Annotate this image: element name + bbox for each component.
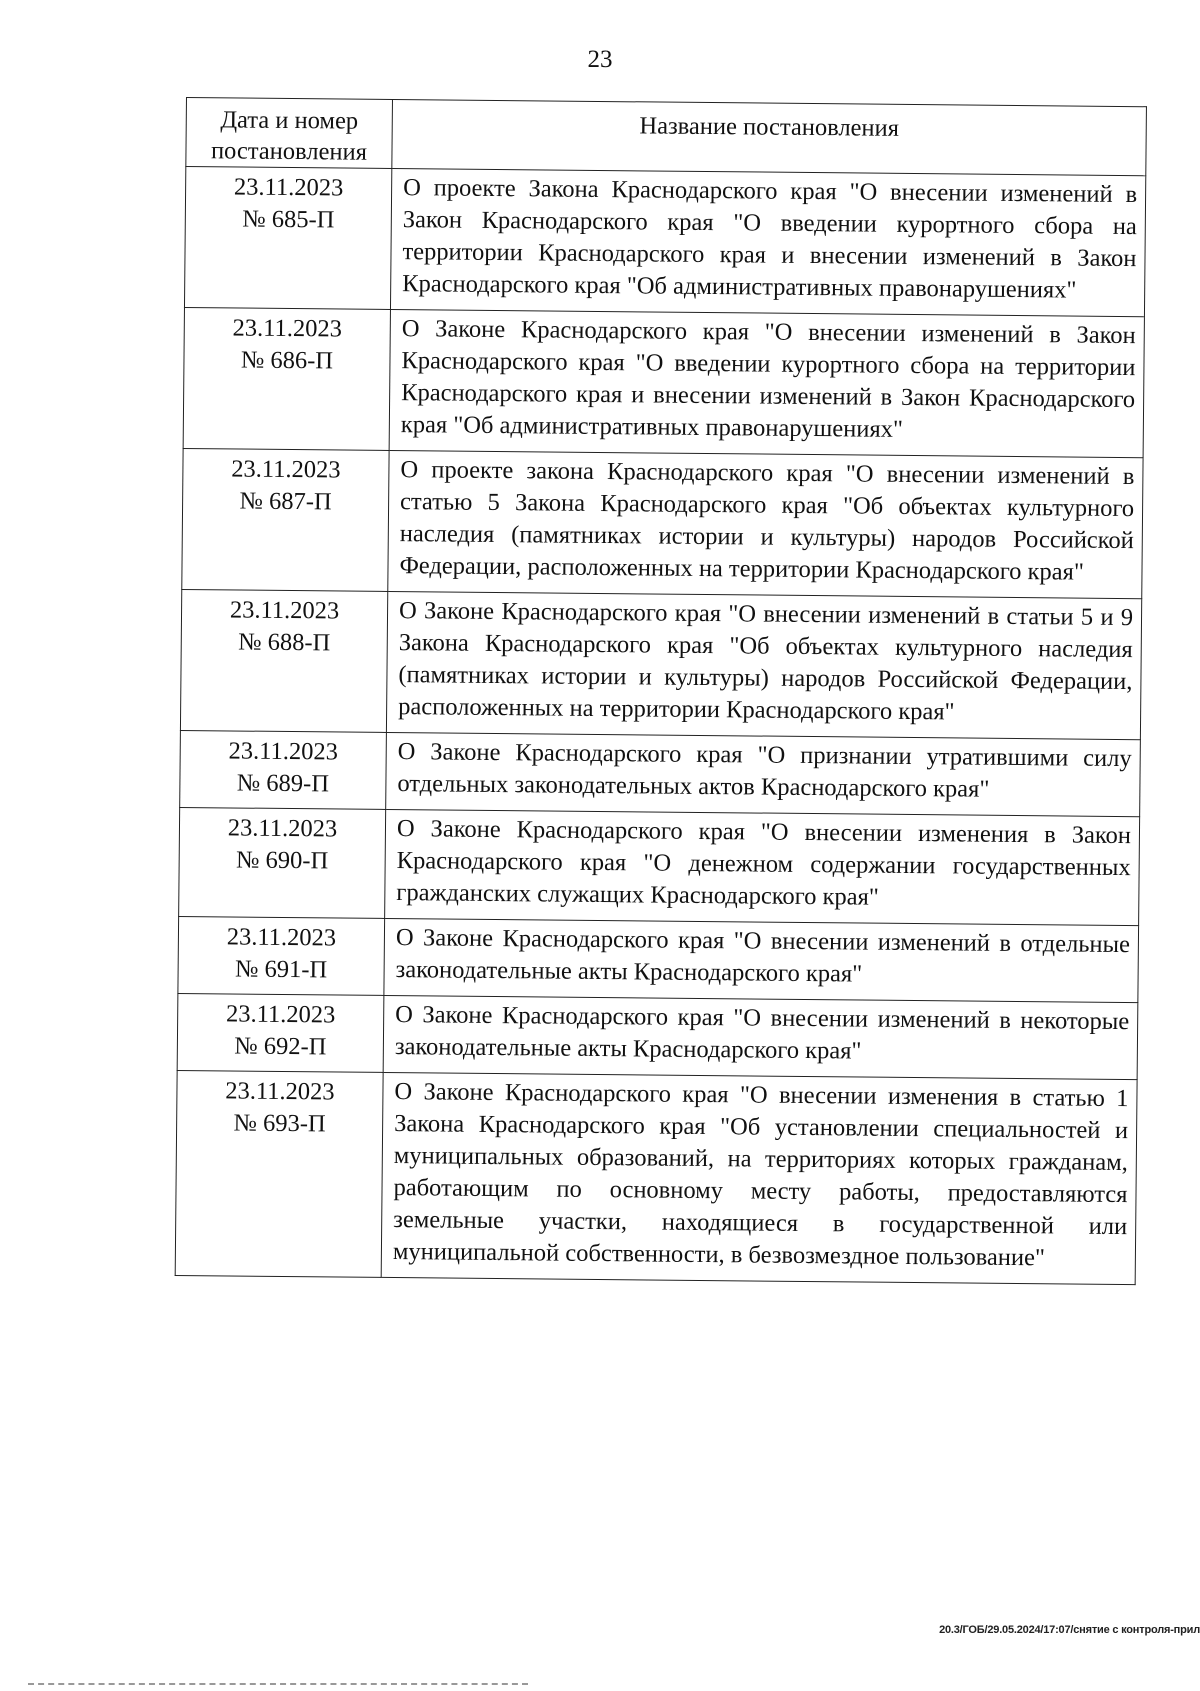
scan-edge-line [28, 1683, 528, 1685]
table-row [178, 916, 1139, 1002]
footer-stamp: 20.3/ГОБ/29.05.2024/17:07/снятие с контроля-прил [939, 1624, 1200, 1636]
resolution-number: № 687-П [239, 487, 332, 516]
resolution-title: О проекте Закона Краснодарского края "О внесении изменений в Закон Краснодарского края "О введении курортного сбора на территории Краснодарского края и внесении изменений в Закон Краснодарского края "Об административных правонарушениях" [390, 168, 1145, 316]
table-row [180, 589, 1141, 739]
table-row [180, 730, 1141, 816]
table-row [175, 1070, 1137, 1284]
date-cell [179, 807, 386, 918]
table-header-row [186, 98, 1147, 176]
resolution-title: О Законе Краснодарского края "О внесении изменений в некоторые законодательные акты Краснодарского края" [383, 995, 1138, 1079]
table-row [182, 448, 1143, 598]
resolutions-table-container [175, 97, 1146, 1285]
resolution-date: 23.11.2023 [231, 455, 341, 484]
resolution-date: 23.11.2023 [226, 923, 337, 952]
resolution-title: О Законе Краснодарского края "О внесении изменений в отдельные законодательные акты Краснодарского края" [384, 918, 1139, 1002]
resolution-number: № 689-П [236, 769, 330, 798]
resolution-title: О Законе Краснодарского края "О внесении изменения в Закон Краснодарского края "О денежном содержании государственных гражданских служащих Краснодарского края" [385, 809, 1140, 925]
resolution-date: 23.11.2023 [225, 1000, 336, 1029]
date-cell [180, 589, 387, 732]
resolution-date: 23.11.2023 [229, 596, 340, 625]
resolution-number: № 688-П [238, 628, 331, 657]
resolution-number: № 692-П [234, 1032, 327, 1061]
resolution-number: № 685-П [242, 205, 335, 234]
table-row [177, 993, 1138, 1079]
resolutions-table [175, 97, 1147, 1285]
date-cell [183, 307, 390, 450]
resolution-title: О Законе Краснодарского края "О внесении изменения в статью 1 Закона Краснодарского края "Об установлении специальностей и муниципальных образований, на территориях которых гражданам, работающим по основному месту работы, предоставляются земельные участки, находящиеся в государственной или муниципальной собственности, в безвозмездное пользование" [381, 1072, 1137, 1284]
resolution-title: О Законе Краснодарского края "О внесении изменений в статьи 5 и 9 Закона Краснодарского края "Об объектах культурного наследия (памятниках истории и культуры) народов Российской Федерации, расположенных на территории Краснодарского края" [386, 591, 1141, 739]
resolution-date: 23.11.2023 [225, 1077, 335, 1106]
resolution-number: № 691-П [234, 955, 328, 984]
resolution-title: О Законе Краснодарского края "О внесении изменений в Закон Краснодарского края "О введении курортного сбора на территории Краснодарского края и внесении изменений в Закон Краснодарского края "Об административных правонарушениях" [389, 309, 1144, 457]
date-cell [180, 730, 387, 809]
resolution-date: 23.11.2023 [232, 314, 343, 343]
header-title: Название постановления [392, 99, 1147, 175]
resolution-date: 23.11.2023 [228, 737, 339, 766]
resolution-title: О проекте закона Краснодарского края "О внесении изменений в статью 5 Закона Краснодарского края "Об объектах культурного наследия (памятниках истории и культуры) народов Российской Федерации, расположенных на территории Краснодарского края" [388, 450, 1143, 598]
date-cell [184, 167, 391, 310]
date-cell [175, 1070, 383, 1277]
resolution-title: О Законе Краснодарского края "О признании утратившими силу отдельных законодательных актов Краснодарского края" [386, 732, 1141, 816]
resolution-number: № 690-П [235, 846, 329, 875]
date-cell [182, 448, 389, 591]
page-number: 23 [587, 46, 613, 73]
date-cell [177, 993, 384, 1072]
table-row [183, 307, 1144, 457]
table-row [184, 167, 1145, 317]
resolution-number: № 693-П [233, 1109, 326, 1138]
date-cell [178, 916, 385, 995]
resolution-date: 23.11.2023 [227, 814, 338, 843]
resolution-number: № 686-П [240, 346, 334, 375]
table-row [179, 807, 1140, 925]
resolution-date: 23.11.2023 [233, 173, 344, 202]
header-date-number: Дата и номер постановления [186, 98, 393, 169]
